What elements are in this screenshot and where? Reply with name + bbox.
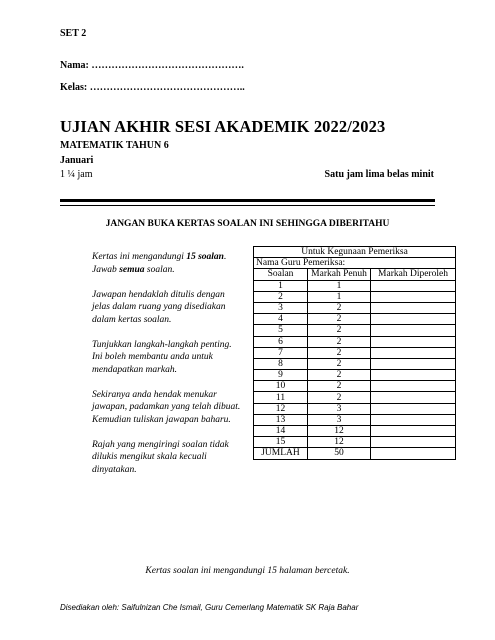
table-cell: JUMLAH xyxy=(254,448,308,459)
marks-obtained-cell[interactable] xyxy=(371,347,456,358)
marks-obtained-cell[interactable] xyxy=(371,403,456,414)
marks-obtained-cell[interactable] xyxy=(371,448,456,459)
marks-obtained-cell[interactable] xyxy=(371,437,456,448)
marks-obtained-cell[interactable] xyxy=(371,302,456,313)
instruction-emphasis: 15 soalan xyxy=(186,252,224,262)
table-cell: 14 xyxy=(254,426,308,437)
marks-obtained-cell[interactable] xyxy=(371,381,456,392)
table-row xyxy=(254,336,456,347)
instruction-item xyxy=(92,251,242,276)
table-cell: 1 xyxy=(308,291,371,302)
set-label: SET 2 xyxy=(60,28,87,39)
table-cell: 2 xyxy=(308,381,371,392)
marks-obtained-cell[interactable] xyxy=(371,291,456,302)
instruction-text: Jawab xyxy=(92,264,120,275)
column-header: Soalan xyxy=(254,269,308,280)
table-cell: 2 xyxy=(308,325,371,336)
marks-obtained-cell[interactable] xyxy=(371,336,456,347)
prepared-by: Disediakan oleh: Saifulnizan Che Ismail, Guru Cemerlang Matematik SK Raja Bahar xyxy=(60,603,359,612)
instruction-emphasis: semua xyxy=(119,264,145,275)
table-cell: 5 xyxy=(254,325,308,336)
table-cell: 7 xyxy=(254,347,308,358)
table-cell: 12 xyxy=(254,403,308,414)
instruction-item: Rajah yang mengiringi soalan tidak dilukis mengikut skala kecuali dinyatakan. xyxy=(92,439,229,475)
table-row xyxy=(254,291,456,302)
do-not-open-warning: JANGAN BUKA KERTAS SOALAN INI SEHINGGA DIBERITAHU xyxy=(105,219,390,229)
marks-obtained-cell[interactable] xyxy=(371,358,456,369)
table-row xyxy=(254,358,456,369)
column-header: Markah Diperoleh xyxy=(371,269,456,280)
instruction-text: Kertas ini mengandungi xyxy=(92,252,187,262)
column-header: Markah Penuh xyxy=(308,269,371,280)
table-row xyxy=(254,370,456,381)
instruction-item: Tunjukkan langkah-langkah penting. Ini boleh membantu anda untuk mendapatkan markah. xyxy=(92,339,232,375)
exam-subject: MATEMATIK TAHUN 6 xyxy=(60,140,169,151)
table-row xyxy=(254,347,456,358)
table-cell: 11 xyxy=(254,392,308,403)
table-row xyxy=(254,426,456,437)
table-row xyxy=(254,325,456,336)
table-row xyxy=(254,414,456,425)
marks-obtained-cell[interactable] xyxy=(371,426,456,437)
table-cell: 6 xyxy=(254,336,308,347)
examiner-table xyxy=(253,246,456,460)
table-row xyxy=(254,448,456,459)
table-cell: 10 xyxy=(254,381,308,392)
exam-duration-words: Satu jam lima belas minit xyxy=(324,169,434,180)
table-cell: 1 xyxy=(254,280,308,291)
marks-obtained-cell[interactable] xyxy=(371,414,456,425)
examiner-name-label: Nama Guru Pemeriksa: xyxy=(254,258,456,269)
divider-thick xyxy=(60,199,435,202)
table-cell: 2 xyxy=(308,314,371,325)
exam-duration: 1 ¼ jam xyxy=(60,169,93,180)
table-row xyxy=(254,392,456,403)
table-cell: 13 xyxy=(254,414,308,425)
table-cell: 4 xyxy=(254,314,308,325)
table-cell: 9 xyxy=(254,370,308,381)
instruction-item: Sekiranya anda hendak menukar jawapan, padamkan yang telah dibuat. Kemudian tuliskan jawapan baharu. xyxy=(92,389,241,425)
table-row xyxy=(254,302,456,313)
instruction-text: . xyxy=(223,252,227,262)
instruction-text: soalan. xyxy=(144,264,175,275)
table-cell: 1 xyxy=(308,280,371,291)
table-cell: 2 xyxy=(308,370,371,381)
table-cell: 3 xyxy=(308,403,371,414)
marks-obtained-cell[interactable] xyxy=(371,280,456,291)
marks-obtained-cell[interactable] xyxy=(371,314,456,325)
class-field[interactable]: Kelas: ……………………………………….. xyxy=(60,82,245,93)
marks-obtained-cell[interactable] xyxy=(371,325,456,336)
table-cell: 12 xyxy=(308,426,371,437)
table-row xyxy=(254,280,456,291)
page-count-note: Kertas soalan ini mengandungi 15 halaman bercetak. xyxy=(145,566,350,576)
table-row xyxy=(254,403,456,414)
exam-title: UJIAN AKHIR SESI AKADEMIK 2022/2023 xyxy=(60,117,386,136)
exam-month: Januari xyxy=(60,155,94,166)
table-cell: 8 xyxy=(254,358,308,369)
name-field[interactable]: Nama: ………………………………………. xyxy=(60,60,244,71)
marks-obtained-cell[interactable] xyxy=(371,392,456,403)
table-row xyxy=(254,381,456,392)
marks-obtained-cell[interactable] xyxy=(371,370,456,381)
table-row xyxy=(254,314,456,325)
table-cell: 50 xyxy=(308,448,371,459)
table-cell: 2 xyxy=(308,358,371,369)
table-row xyxy=(254,437,456,448)
table-cell: 3 xyxy=(254,302,308,313)
table-cell: 15 xyxy=(254,437,308,448)
instruction-item: Jawapan hendaklah ditulis dengan jelas dalam ruang yang disediakan dalam kertas soalan. xyxy=(92,289,226,325)
table-cell: 2 xyxy=(254,291,308,302)
divider-thin xyxy=(60,205,435,206)
table-cell: 2 xyxy=(308,302,371,313)
table-cell: 2 xyxy=(308,347,371,358)
examiner-table-title: Untuk Kegunaan Pemeriksa xyxy=(254,247,456,258)
instructions xyxy=(92,251,242,489)
table-cell: 2 xyxy=(308,336,371,347)
table-cell: 3 xyxy=(308,414,371,425)
table-cell: 12 xyxy=(308,437,371,448)
table-cell: 2 xyxy=(308,392,371,403)
